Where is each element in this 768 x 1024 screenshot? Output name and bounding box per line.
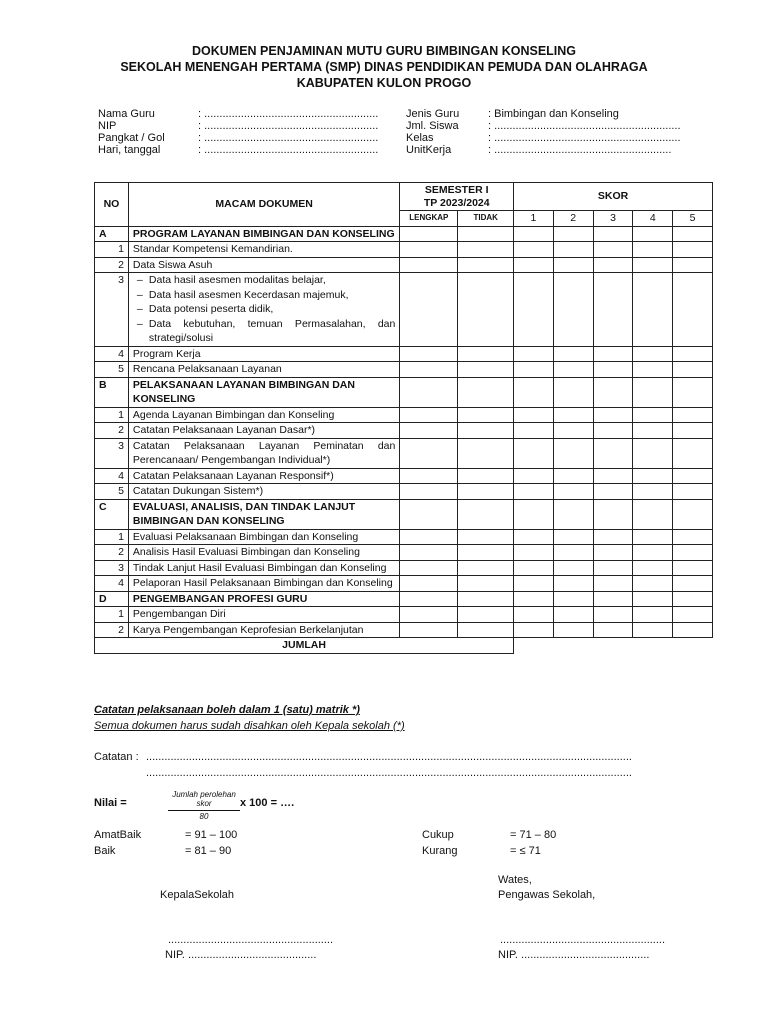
col-macam-header: MACAM DOKUMEN xyxy=(128,183,399,227)
signature-nip-right[interactable]: NIP. .......................................... xyxy=(498,949,650,961)
table-row: 4 Pelaporan Hasil Pelaksanaan Bimbingan dan Konseling xyxy=(95,576,713,592)
col-semester-header: SEMESTER I TP 2023/2024 xyxy=(400,183,514,211)
grade-amat-baik-label: AmatBaik xyxy=(94,829,142,841)
table-row: 5 Rencana Pelaksanaan Layanan xyxy=(95,362,713,378)
identity-left xyxy=(98,108,378,156)
list-item: – Data hasil asesmen modalitas belajar, xyxy=(137,273,395,288)
col-skor-2: 2 xyxy=(553,211,593,227)
identity-row: NIP : ......................................................... xyxy=(98,120,379,132)
table-row: 1 Pengembangan Diri xyxy=(95,607,713,623)
signature-nip-left[interactable]: NIP. .......................................... xyxy=(165,949,317,961)
identity-row: Nama Guru : ......................................................... xyxy=(98,108,379,120)
signature-place: Wates, xyxy=(498,874,532,886)
grade-baik-range: = 81 – 90 xyxy=(185,845,232,857)
bullet-list xyxy=(137,273,395,346)
table-row: 1 Standar Kompetensi Kemandirian. xyxy=(95,242,713,258)
identity-row: Kelas : ............................................................. xyxy=(406,132,681,144)
note-approval: Semua dokumen harus sudah disahkan oleh Kepala sekolah (*) xyxy=(94,720,405,732)
table-row: 3 – Data hasil asesmen modalitas belajar, – Data hasil asesmen Kecerdasan majemuk, – Data potensi peserta didik, – Data kebutuhan, temuan Permasalahan, dan strategi/solusi xyxy=(95,273,713,347)
signature-line-right[interactable]: ...................................................... xyxy=(500,934,666,946)
nilai-denominator: 80 xyxy=(199,812,209,821)
jumlah-row xyxy=(95,638,713,654)
list-item: – Data potensi peserta didik, xyxy=(137,302,395,317)
table-row: 4 Catatan Pelaksanaan Layanan Responsif*) xyxy=(95,468,713,484)
table-row: 3 Tindak Lanjut Hasil Evaluasi Bimbingan dan Konseling xyxy=(95,560,713,576)
table-row: 2 Data Siswa Asuh xyxy=(95,257,713,273)
col-tidak-header: TIDAK xyxy=(458,211,514,227)
catatan-line-1[interactable]: ............................................................................................................................................................... xyxy=(146,751,632,763)
table-row: 1 Agenda Layanan Bimbingan dan Konseling xyxy=(95,407,713,423)
doc-title-line2: SEKOLAH MENENGAH PERTAMA (SMP) DINAS PENDIDIKAN PEMUDA DAN OLAHRAGA xyxy=(120,60,648,74)
col-no-header: NO xyxy=(95,183,129,227)
catatan-label: Catatan : xyxy=(94,751,139,763)
identity-row: Hari, tanggal : ......................................................... xyxy=(98,144,379,156)
nilai-label: Nilai = xyxy=(94,797,127,809)
table-row: 2 Catatan Pelaksanaan Layanan Dasar*) xyxy=(95,423,713,439)
grade-kurang-range: = ≤ 71 xyxy=(510,845,541,857)
identity-row: Jenis Guru : Bimbingan dan Konseling xyxy=(406,108,619,120)
table-row: 4 Program Kerja xyxy=(95,346,713,362)
signature-kepala-label: KepalaSekolah xyxy=(160,889,235,901)
section-row: B PELAKSANAAN LAYANAN BIMBINGAN DAN KONSELING xyxy=(95,377,713,407)
col-skor-5: 5 xyxy=(673,211,713,227)
col-skor-header: SKOR xyxy=(514,183,713,211)
signature-line-left[interactable]: ...................................................... xyxy=(168,934,334,946)
grade-amat-baik-range: = 91 – 100 xyxy=(185,829,238,841)
nilai-fraction xyxy=(168,790,240,821)
list-item: – Data kebutuhan, temuan Permasalahan, dan strategi/solusi xyxy=(137,317,395,346)
signature-pengawas-label: Pengawas Sekolah, xyxy=(498,889,596,901)
table-row: 2 Analisis Hasil Evaluasi Bimbingan dan Konseling xyxy=(95,545,713,561)
col-lengkap-header: LENGKAP xyxy=(400,211,458,227)
table-row: 1 Evaluasi Pelaksanaan Bimbingan dan Konseling xyxy=(95,529,713,545)
table-row: 5 Catatan Dukungan Sistem*) xyxy=(95,484,713,500)
table-row: 3 Catatan Pelaksanaan Layanan Peminatan dan Perencanaan/ Pengembangan Individual*) xyxy=(95,438,713,468)
identity-row: Pangkat / Gol : ......................................................... xyxy=(98,132,379,144)
nilai-numerator: Jumlah perolehan skor xyxy=(168,790,240,811)
grade-cukup-label: Cukup xyxy=(422,829,454,841)
table-row: 2 Karya Pengembangan Keprofesian Berkelanjutan xyxy=(95,622,713,638)
document-table xyxy=(94,182,713,654)
identity-right xyxy=(406,108,681,156)
section-row: A PROGRAM LAYANAN BIMBINGAN DAN KONSELING xyxy=(95,226,713,242)
doc-title-line3: KABUPATEN KULON PROGO xyxy=(296,76,472,90)
catatan-line-2[interactable]: ............................................................................................................................................................... xyxy=(146,767,632,779)
nilai-tail: x 100 = …. xyxy=(240,797,295,809)
list-item: – Data hasil asesmen Kecerdasan majemuk, xyxy=(137,288,395,303)
identity-row: Jml. Siswa : ............................................................. xyxy=(406,120,681,132)
grade-cukup-range: = 71 – 80 xyxy=(510,829,557,841)
doc-title-line1: DOKUMEN PENJAMINAN MUTU GURU BIMBINGAN KONSELING xyxy=(191,44,577,58)
identity-row: UnitKerja : .......................................................... xyxy=(406,144,672,156)
grade-kurang-label: Kurang xyxy=(422,845,458,857)
col-skor-3: 3 xyxy=(593,211,633,227)
col-skor-1: 1 xyxy=(514,211,554,227)
jumlah-label: JUMLAH xyxy=(95,638,514,654)
section-row: C EVALUASI, ANALISIS, DAN TINDAK LANJUT BIMBINGAN DAN KONSELING xyxy=(95,499,713,529)
grade-baik-label: Baik xyxy=(94,845,116,857)
section-row: D PENGEMBANGAN PROFESI GURU xyxy=(95,591,713,607)
note-matrix: Catatan pelaksanaan boleh dalam 1 (satu) matrik *) xyxy=(94,704,360,716)
col-skor-4: 4 xyxy=(633,211,673,227)
table-header-row xyxy=(95,183,713,211)
